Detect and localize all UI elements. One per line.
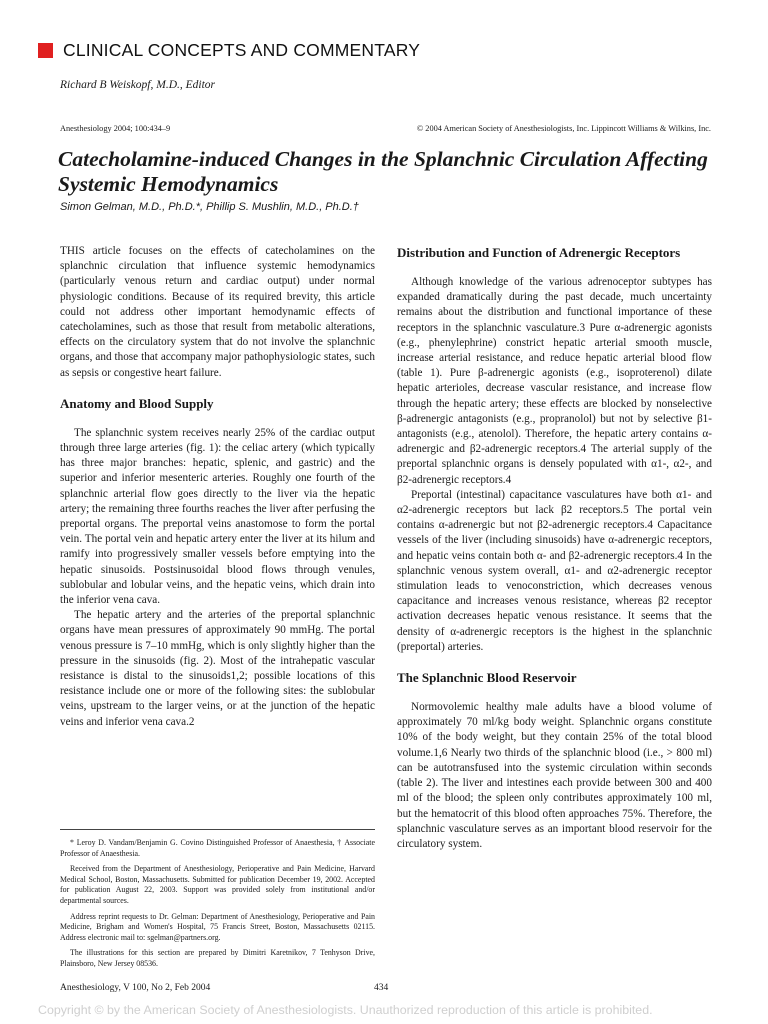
article-authors: Simon Gelman, M.D., Ph.D.*, Phillip S. Mushlin, M.D., Ph.D.†	[60, 201, 359, 213]
journal-footer: Anesthesiology, V 100, No 2, Feb 2004	[60, 983, 211, 993]
footnote: * Leroy D. Vandam/Benjamin G. Covino Distinguished Professor of Anaesthesia, † Associate Professor of Anaesthesia.	[60, 838, 375, 858]
footnote: Received from the Department of Anesthesiology, Perioperative and Pain Medicine, Harvard Medical School, Boston, Massachusetts. Submitted for publication December 19, 2002. Accepted for publication August 22, 2003. Support was provided solely from institutional and/or departmental sources.	[60, 864, 375, 905]
right-column	[397, 244, 712, 852]
section-title: CLINICAL CONCEPTS AND COMMENTARY	[63, 39, 421, 60]
copyright-watermark: Copyright © by the American Society of Anesthesiologists. Unauthorized reproduction of this article is prohibited.	[38, 1003, 653, 1017]
footnote: Address reprint requests to Dr. Gelman: Department of Anesthesiology, Perioperative and Pain Medicine, Brigham and Women's Hospital, 75 Francis Street, Boston, Massachusetts 02115. Address electronic mail to: sgelman@partners.org.	[60, 911, 375, 942]
footnote: The illustrations for this section are prepared by Dimitri Karetnikov, 7 Tenhyson Drive, Plainsboro, New Jersey 08536.	[60, 948, 375, 968]
receptors-paragraph-1: Although knowledge of the various adrenoceptor subtypes has expanded dramatically during the past decade, much uncertainty remains about the distribution and functional importance of these receptors in the splanchnic vasculature.3 Pure α-adrenergic agonists (e.g., phenylephrine) constrict hepatic arterial smooth muscle, increase arterial resistance, and reduce hepatic arterial blood flow (table 1). Pure β-adrenergic agonists (e.g., isoproterenol) dilate hepatic arterioles, decrease vascular resistance, and increase flow through the hepatic artery; these effects are blocked by nonselective β-adrenergic antagonists (e.g., propranolol) but not by selective β1-antagonists (e.g., atenolol). Therefore, the hepatic artery contains α-adrenergic and β2-adrenergic receptors.4 The arterial supply of the preportal splanchnic organs is densely populated with α1-, α2-, and β2-adrenergic receptors.4	[397, 276, 712, 486]
intro-paragraph: THIS article focuses on the effects of catecholamines on the splanchnic circulation that influence systemic hemodynamics (particularly venous return and cardiac output) under normal physiologic conditions. Because of its required brevity, this article could not address other important hemodynamic effects of catecholamines, such as those that result from metabolic alterations, effects on the circulatory system that do not involve the splanchnic organs, and those that accompany major pathophysiologic states, such as sepsis or congestive heart failure.	[60, 245, 375, 379]
copyright-notice: © 2004 American Society of Anesthesiologists, Inc. Lippincott Williams & Wilkins, Inc.	[416, 124, 711, 133]
page-number: 434	[374, 983, 389, 993]
reservoir-paragraph-1: Normovolemic healthy male adults have a blood volume of approximately 70 ml/kg body weight. Splanchnic organs constitute 10% of the body weight, but they contain 25% of the total blood volume.1,6 Nearly two thirds of the splanchnic blood (i.e., > 800 ml) can be autotransfused into the systemic circulation within seconds (table 2). The liver and intestines each provide between 300 and 400 ml of the blood; the spleen only contributes approximately 100 ml, but the hematocrit of this blood often approaches 75%. Therefore, the splanchnic vasculature serves as an important blood reservoir for the circulatory system.	[397, 701, 712, 850]
section-marker-icon	[38, 43, 53, 58]
anatomy-paragraph-2: The hepatic artery and the arteries of the preportal splanchnic organs have mean pressures of approximately 90 mmHg. The portal venous pressure is 7–10 mmHg, which is only slightly higher than the pressure in the sinusoids (fig. 2). Most of the intrahepatic vascular resistance is distal to the sinusoids1,2; possible locations of this resistance include one or more of the following sites: the sublobular veins, upstream to the larger veins, or at the junction of the hepatic veins and inferior vena cava.2	[60, 609, 375, 728]
heading-anatomy: Anatomy and Blood Supply	[60, 395, 214, 411]
receptors-paragraph-2: Preportal (intestinal) capacitance vasculatures have both α1- and α2-adrenergic receptors but lack β2 receptors.5 The portal vein contains α-adrenergic but not β2-adrenergic receptors.4 Capacitance vessels of the liver (including sinusoids) have α-adrenergic receptors, and hepatic veins contain both α- and β2-adrenergic receptors.4 In the splanchnic venous system overall, α1- and α2-adrenergic receptor stimulation leads to venoconstriction, which decreases venous capacitance and increases venous resistance, whereas β2 receptor activation decreases hepatic venous resistance. It seems that the density of α-adrenergic receptors is the highest in the splanchnic (preportal) arteries.	[397, 488, 712, 653]
heading-receptors: Distribution and Function of Adrenergic Receptors	[397, 245, 681, 260]
heading-reservoir: The Splanchnic Blood Reservoir	[397, 670, 577, 686]
left-column	[60, 244, 375, 730]
editor-credit: Richard B Weiskopf, M.D., Editor	[60, 79, 216, 91]
footnotes	[60, 829, 375, 975]
anatomy-paragraph-1: The splanchnic system receives nearly 25% of the cardiac output through three large arteries (fig. 1): the celiac artery (which typically has three major branches: hepatic, splenic, and gastric) and the superior and inferior mesenteric arteries. Roughly one fourth of the splanchnic arterial flow goes directly to the liver via the hepatic artery; the remaining three fourths reaches the liver after perfusing the preportal organs. The preportal veins anastomose to form the portal vein. The portal vein and hepatic artery enter the liver at its hilum and ramify into progressively smaller vessels before emptying into the hepatic sinusoids. Postsinusoidal blood flows through venules, sublobular and lobular veins, and the hepatic veins, which drain into the inferior vena cava.	[60, 426, 375, 607]
article-title: Catecholamine-induced Changes in the Splanchnic Circulation Affecting Systemic Hemodynamics	[58, 147, 708, 196]
journal-citation: Anesthesiology 2004; 100:434–9	[60, 124, 171, 133]
section-header	[38, 38, 420, 62]
